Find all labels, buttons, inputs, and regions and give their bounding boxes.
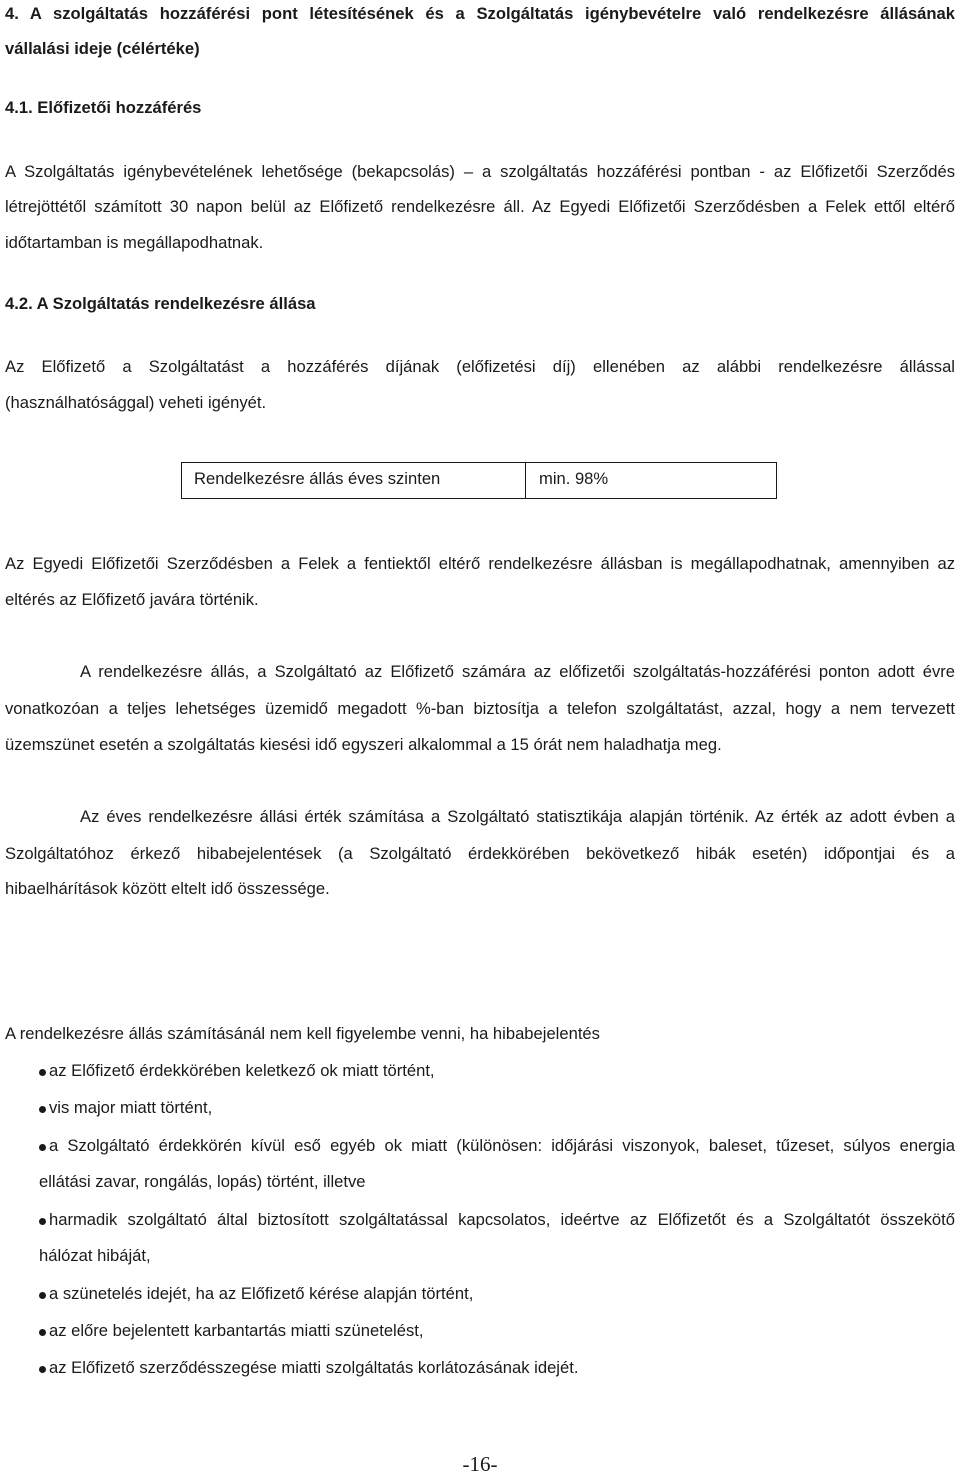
availability-value: min. 98%: [539, 469, 609, 488]
list-item: az előre bejelentett karbantartás miatti szünetelést,: [49, 1321, 424, 1340]
paragraph-line: eltérés az Előfizető javára történik.: [5, 590, 259, 609]
paragraph-line: Az éves rendelkezésre állási érték számítása a Szolgáltató statisztikája alapján történik. Az érték az adott évben a: [80, 807, 955, 826]
bullet-icon: [39, 1144, 46, 1151]
paragraph-line: Az Egyedi Előfizetői Szerződésben a Felek a fentiektől eltérő rendelkezésre állásban is megállapodhatnak, amennyiben az: [5, 554, 955, 573]
section-heading-line1: 4. A szolgáltatás hozzáférési pont létesítésének és a Szolgáltatás igénybevételre való rendelkezésre állásának: [5, 4, 955, 23]
list-item-continuation: ellátási zavar, rongálás, lopás) történt, illetve: [39, 1172, 366, 1191]
paragraph-line: létrejöttétől számított 30 napon belül az Előfizető rendelkezésre áll. Az Egyedi Előfizetői Szerződésben a Felek ettől eltérő: [5, 197, 955, 216]
paragraph-line: A rendelkezésre állás, a Szolgáltató az Előfizető számára az előfizetői szolgáltatás-hozzáférési ponton adott évre: [80, 662, 955, 681]
availability-label: Rendelkezésre állás éves szinten: [194, 469, 441, 488]
paragraph-line: Az Előfizető a Szolgáltatást a hozzáférés díjának (előfizetési díj) ellenében az alábbi rendelkezésre állással: [5, 357, 955, 376]
subsection-heading-4-1: 4.1. Előfizetői hozzáférés: [5, 98, 202, 117]
list-item-continuation: hálózat hibáját,: [39, 1246, 151, 1265]
paragraph-line: hibaelhárítások között eltelt idő összessége.: [5, 879, 330, 898]
list-intro: A rendelkezésre állás számításánál nem kell figyelembe venni, ha hibabejelentés: [5, 1024, 600, 1043]
bullet-icon: [39, 1218, 46, 1225]
paragraph-line: vonatkozóan a teljes lehetséges üzemidő megadott %-ban biztosítja a telefon szolgáltatást, azzal, hogy a nem tervezett: [5, 699, 955, 718]
bullet-icon: [39, 1106, 46, 1113]
list-item: a Szolgáltató érdekkörén kívül eső egyéb ok miatt (különösen: időjárási viszonyok, baleset, tűzeset, súlyos energia: [49, 1136, 955, 1155]
list-item: vis major miatt történt,: [49, 1098, 213, 1117]
section-heading-line2: vállalási ideje (célértéke): [5, 39, 200, 58]
bullet-icon: [39, 1292, 46, 1299]
paragraph-line: időtartamban is megállapodhatnak.: [5, 233, 264, 252]
availability-table: [181, 462, 777, 499]
paragraph-line: üzemszünet esetén a szolgáltatás kiesési idő egyszeri alkalommal a 15 órát nem haladhatja meg.: [5, 735, 722, 754]
subsection-heading-4-2: 4.2. A Szolgáltatás rendelkezésre állása: [5, 294, 316, 313]
list-item: az Előfizető szerződésszegése miatti szolgáltatás korlátozásának idejét.: [49, 1358, 579, 1377]
bullet-icon: [39, 1329, 46, 1336]
table-divider: [525, 463, 526, 498]
paragraph-line: Szolgáltatóhoz érkező hibabejelentések (a Szolgáltató érdekkörében bekövetkező hibák esetén) időpontjai és a: [5, 844, 955, 863]
page-number: -16-: [462, 1452, 498, 1476]
bullet-icon: [39, 1366, 46, 1373]
list-item: a szünetelés idejét, ha az Előfizető kérése alapján történt,: [49, 1284, 474, 1303]
paragraph-line: A Szolgáltatás igénybevételének lehetősége (bekapcsolás) – a szolgáltatás hozzáférési pontban - az Előfizetői Szerződés: [5, 162, 955, 181]
list-item: harmadik szolgáltató által biztosított szolgáltatással kapcsolatos, ideértve az Előfizetőt és a Szolgáltatót összekötő: [49, 1210, 955, 1229]
bullet-icon: [39, 1069, 46, 1076]
list-item: az Előfizető érdekkörében keletkező ok miatt történt,: [49, 1061, 435, 1080]
paragraph-line: (használhatósággal) veheti igényét.: [5, 393, 267, 412]
